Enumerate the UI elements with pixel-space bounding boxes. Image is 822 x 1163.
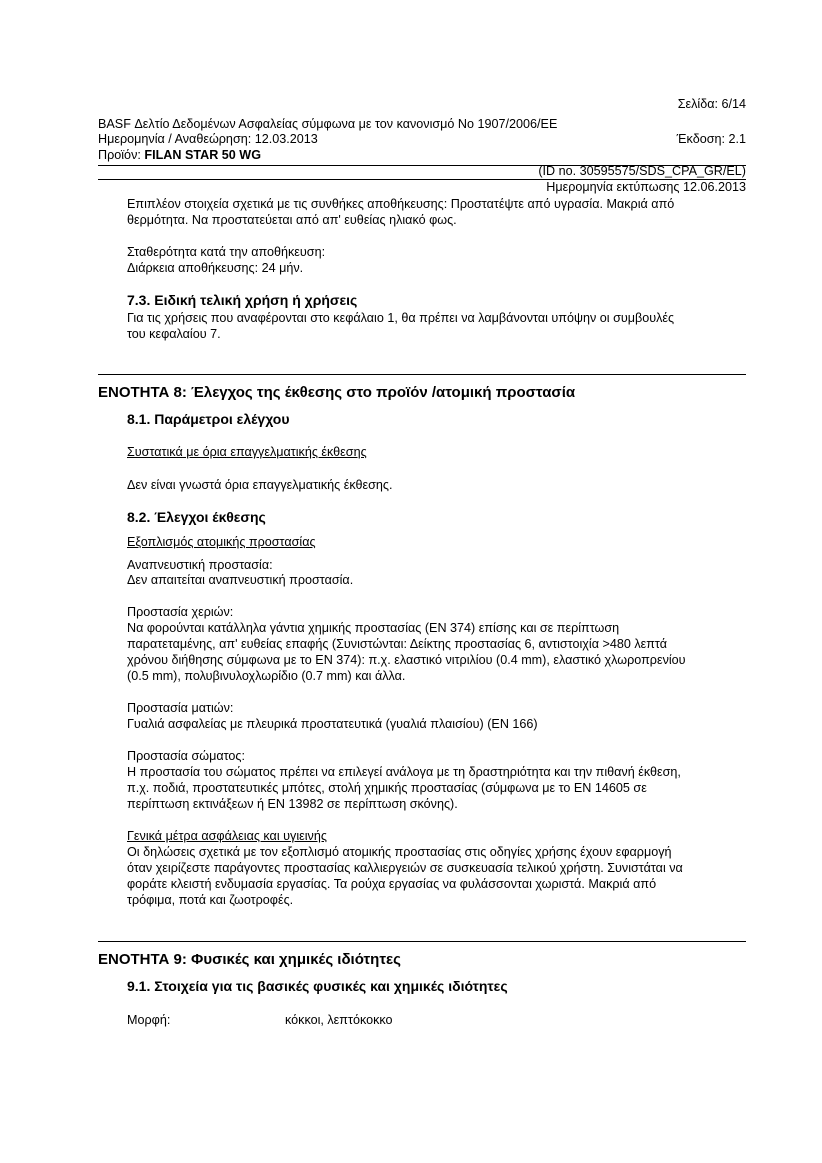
print-date: Ημερομηνία εκτύπωσης 12.06.2013	[546, 180, 746, 194]
ppe-heading: Εξοπλισμός ατομικής προστασίας	[127, 535, 316, 549]
hand-protection-label: Προστασία χεριών:	[127, 605, 234, 619]
form-value: κόκκοι, λεπτόκοκκο	[285, 1013, 393, 1027]
section-9-divider	[98, 941, 746, 942]
exposure-limits-text: Δεν είναι γνωστά όρια επαγγελματικής έκθεσης.	[127, 478, 393, 492]
subsection-7-3-title: 7.3. Ειδική τελική χρήση ή χρήσεις	[127, 292, 358, 308]
storage-stability-label: Σταθερότητα κατά την αποθήκευση:	[127, 245, 326, 259]
storage-duration: Διάρκεια αποθήκευσης: 24 μήν.	[127, 261, 304, 275]
sheet-title: BASF Δελτίο Δεδομένων Ασφαλείας σύμφωνα με τον κανονισμό No 1907/2006/ΕΕ	[98, 117, 558, 131]
subsection-9-1-title: 9.1. Στοιχεία για τις βασικές φυσικές και χημικές ιδιότητες	[127, 978, 508, 994]
product-name: FILAN STAR 50 WG	[144, 148, 261, 162]
subsection-8-1-title: 8.1. Παράμετροι ελέγχου	[127, 411, 290, 427]
respiratory-label: Αναπνευστική προστασία:	[127, 558, 273, 572]
section-8-divider	[98, 374, 746, 375]
eye-protection-text: Γυαλιά ασφαλείας με πλευρικά προστατευτικά (γυαλιά πλαισίου) (EN 166)	[127, 717, 538, 731]
hand-protection-line: Να φορούνται κατάλληλα γάντια χημικής προστασίας (EN 374) επίσης και σε περίπτωση	[127, 621, 620, 635]
subsection-7-3-line2: του κεφαλαίου 7.	[127, 327, 221, 341]
section-8-title: ΕΝΟΤΗΤΑ 8: Έλεγχος της έκθεσης στο προϊόν /ατομική προστασία	[98, 384, 576, 401]
exposure-limits-heading: Συστατικά με όρια επαγγελματικής έκθεσης	[127, 445, 367, 459]
revision-date: Ημερομηνία / Αναθεώρηση: 12.03.2013	[98, 132, 318, 146]
hygiene-line: Οι δηλώσεις σχετικά με τον εξοπλισμό ατομικής προστασίας στις οδηγίες χρήσης έχουν εφαρμογή	[127, 845, 672, 859]
body-protection-line: π.χ. ποδιά, προστατευτικές μπότες, στολή χημικής προστασίας (σύμφωνα με το EN 14605 σε	[127, 781, 647, 795]
hygiene-line: όταν χειρίζεστε παράγοντες προστασίας καλλιεργειών σε συσκευασία τελικού χρήστη. Συνιστάται να	[127, 861, 683, 875]
id-number: (ID no. 30595575/SDS_CPA_GR/EL)	[538, 164, 746, 178]
body-protection-line: Η προστασία του σώματος πρέπει να επιλεγεί ανάλογα με τη δραστηριότητα και την πιθανή έκθεση,	[127, 765, 681, 779]
page-number: Σελίδα: 6/14	[677, 97, 746, 111]
respiratory-text: Δεν απαιτείται αναπνευστική προστασία.	[127, 573, 354, 587]
version-label: Έκδοση: 2.1	[676, 132, 746, 146]
product-label: Προϊόν:	[98, 148, 145, 162]
body-protection-line: περίπτωση εκτινάξεων ή EN 13982 σε περίπτωση σκόνης).	[127, 797, 458, 811]
subsection-8-2-title: 8.2. Έλεγχοι έκθεσης	[127, 509, 266, 525]
hygiene-line: τρόφιμα, ποτά και ζωοτροφές.	[127, 893, 294, 907]
storage-conditions-line1: Επιπλέον στοιχεία σχετικά με τις συνθήκες αποθήκευσης: Προστατέψτε από υγρασία. Μακριά από	[127, 197, 675, 211]
product-line	[98, 148, 261, 163]
form-label: Μορφή:	[127, 1013, 171, 1027]
eye-protection-label: Προστασία ματιών:	[127, 701, 234, 715]
hand-protection-line: παρατεταμένης, απ' ευθείας επαφής (Συνιστώνται: Δείκτης προστασίας 6, αντιστοιχία >480 λεπτά	[127, 637, 668, 651]
hygiene-heading: Γενικά μέτρα ασφάλειας και υγιεινής	[127, 829, 327, 843]
section-9-title: ΕΝΟΤΗΤΑ 9: Φυσικές και χημικές ιδιότητες	[98, 951, 401, 968]
body-protection-label: Προστασία σώματος:	[127, 749, 245, 763]
hygiene-line: φοράτε κλειστή ενδυμασία εργασίας. Τα ρούχα εργασίας να φυλάσσονται χωριστά. Μακριά από	[127, 877, 657, 891]
subsection-7-3-line1: Για τις χρήσεις που αναφέρονται στο κεφάλαιο 1, θα πρέπει να λαμβάνονται υπόψην οι συμβουλές	[127, 311, 675, 325]
hand-protection-line: χρόνου διήθησης σύμφωνα με το EN 374): π.χ. ελαστικό νιτριλίου (0.4 mm), ελαστικό χλωροπρενίου	[127, 653, 686, 667]
storage-conditions-line2: θερμότητα. Να προστατεύεται από απ' ευθείας ηλιακό φως.	[127, 213, 457, 227]
hand-protection-line: (0.5 mm), πολυβινυλοχλωρίδιο (0.7 mm) και άλλα.	[127, 669, 406, 683]
